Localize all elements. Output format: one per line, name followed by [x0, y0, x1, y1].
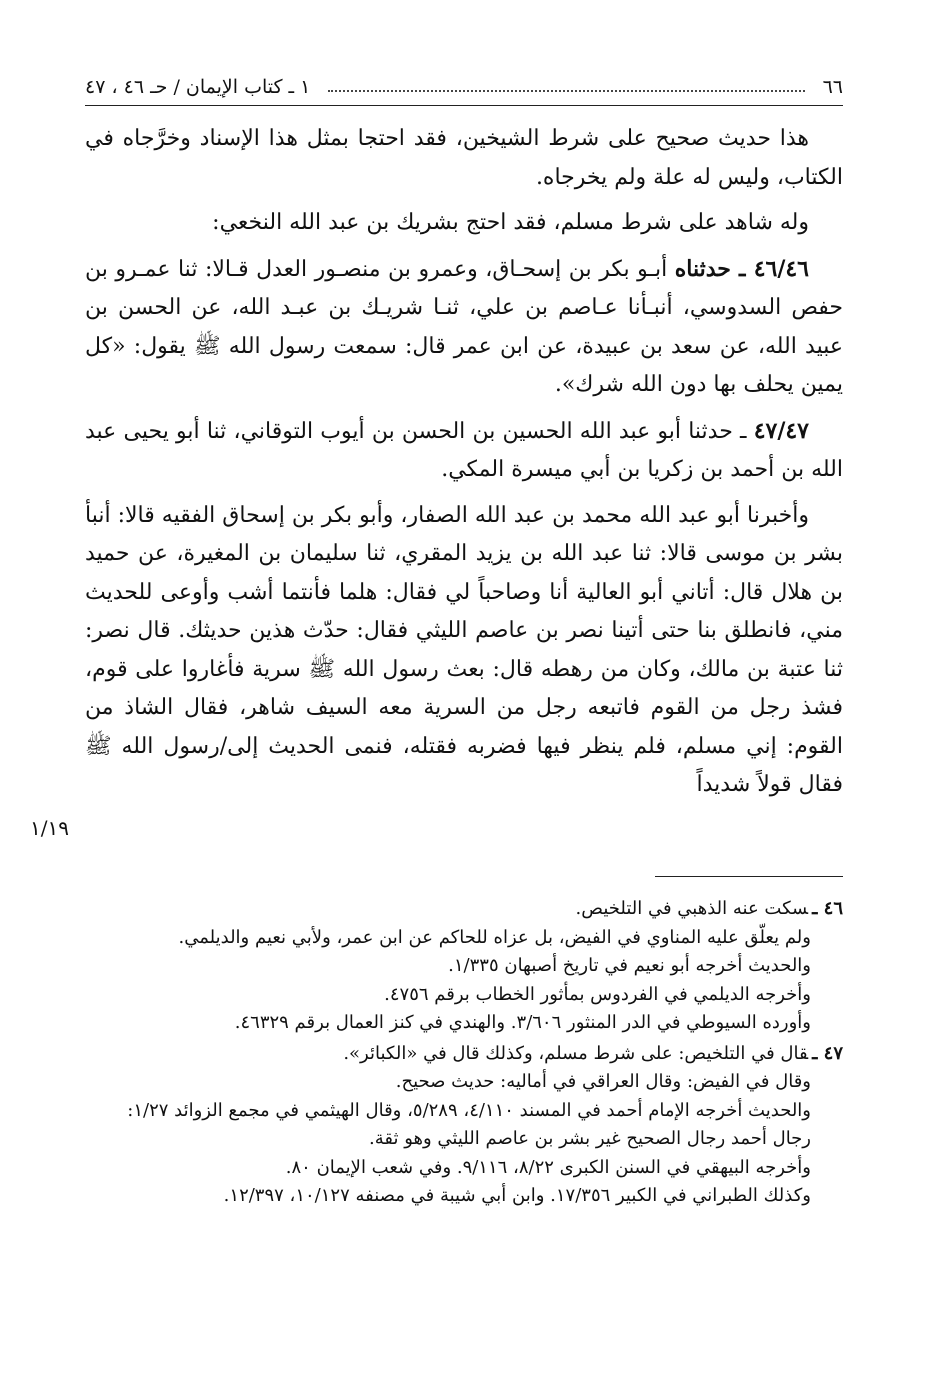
- footnote-line: ولم يعلّق عليه المناوي في الفيض، بل عزاه للحاكم عن ابن عمر، ولأبي نعيم والديلمي.: [178, 926, 811, 948]
- paragraph-witness: وله شاهد على شرط مسلم، فقد احتج بشريك بن عبد الله النخعي:: [212, 210, 809, 235]
- footnote-line: وأخرجه البيهقي في السنن الكبرى ٨/٢٢، ٩/١١٦. وفي شعب الإيمان ٨٠.: [285, 1156, 811, 1178]
- footnote-line: وكذلك الطبراني في الكبير ١٧/٣٥٦. وابن أبي شيبة في مصنفه ١٠/١٢٧، ١٢/٣٩٧.: [223, 1185, 811, 1206]
- manuscript-folio-note: ١/١٩: [30, 816, 69, 840]
- footnote-line: والحديث أخرجه الإمام أحمد في المسند ٤/١١٠، ٥/٢٨٩، وقال الهيثمي في مجمع الزوائد ١/٢٧: رجال أحمد رجال الصحيح غير بشر بن عاصم الليثي وهو ثقة.: [127, 1099, 811, 1149]
- footnote-line: وقال في الفيض: وقال العراقي في أماليه: حديث صحيح.: [395, 1071, 811, 1092]
- footnotes: [85, 895, 843, 1213]
- footnote-separator: [655, 876, 843, 877]
- hadith-46-number: ٤٦/٤٦ ـ حدثناه: [674, 255, 809, 282]
- page-number: ٦٦: [822, 75, 843, 98]
- footnote-line: وأخرجه الديلمي في الفردوس بمأثور الخطاب برقم ٤٧٥٦.: [384, 983, 811, 1005]
- footnote-46: [85, 895, 843, 1038]
- paragraph-chain: وأخبرنا أبو عبد الله محمد بن عبد الله الصفار، وأبو بكر بن إسحاق الفقيه قالا: أنبأ بشر بن موسى قالا: ثنا عبد الله بن يزيد المقري، ثنا سليمان بن المغيرة، عن حميد بن هلال قال: أتاني أبو العالية أنا وصاحباً لي فقال: هلما فأنتما أشب وأوعى للحديث مني، فانطلق بنا حتى أتينا نصر بن عاصم الليثي فقال: حدّث هذين حديثك. قال نصر: ثنا عتبة بن مالك، وكان من رهطه قال: بعث رسول الله ﷺ سرية فأغاروا على قوم، فشذ رجل من القوم فاتبعه رجل من السرية معه السيف شاهر، فقال الشاذ من القوم: إني مسلم، فلم ينظر فيها فضربه فقتله، فنمى الحديث إلى/رسول الله ﷺ فقال قولاً شديداً: [85, 502, 844, 797]
- paragraph-authentication: هذا حديث صحيح على شرط الشيخين، فقد احتجا بمثل هذا الإسناد وخرَّجاه في الكتاب، وليس له علة ولم يخرجاه.: [85, 126, 843, 190]
- footnote-line: وأورده السيوطي في الدر المنثور ٣/٦٠٦. والهندي في كنز العمال برقم ٤٦٣٢٩.: [234, 1012, 811, 1033]
- footnote-47: [85, 1040, 843, 1211]
- header-dot-leader: [328, 90, 804, 92]
- hadith-47-text: ـ حدثنا أبو عبد الله الحسين بن الحسن بن أيوب التوقاني، ثنا أبو يحيى عبد الله بن أحمد بن زكريا بن أبي ميسرة المكي.: [85, 418, 843, 482]
- hadith-46-text: أبـو بكر بن إسحـاق، وعمرو بن منصـور العدل قـالا: ثنا عمـرو بن حفص السدوسي، أنبـأنا عـاصم بن علي، ثنـا شريـك بن عبـد الله، عن الحسن بن عبيد الله، عن سعد بن عبيدة، عن ابن عمر قال: سمعت رسول الله ﷺ يقول: «كل يمين يحلف بها دون الله شرك».: [85, 256, 843, 397]
- footnote-line: ٤٧ ـقال في التلخيص: على شرط مسلم، وكذلك قال في «الكبائر».: [343, 1042, 843, 1064]
- footnote-number: ٤٦ ـ: [812, 898, 843, 919]
- main-text: [85, 120, 843, 812]
- hadith-47: [85, 412, 843, 490]
- footnote-line: والحديث أخرجه أبو نعيم في تاريخ أصبهان ١/٣٣٥.: [448, 955, 811, 976]
- hadith-46: [85, 250, 843, 405]
- page-header: [85, 72, 843, 106]
- hadith-47-number: ٤٧/٤٧: [753, 417, 809, 444]
- running-title: ١ ـ كتاب الإيمان / حـ ٤٦ ، ٤٧: [85, 75, 311, 98]
- footnote-number: ٤٧ ـ: [812, 1042, 843, 1064]
- footnote-line: ٤٦ ـسكت عنه الذهبي في التلخيص.: [575, 898, 843, 919]
